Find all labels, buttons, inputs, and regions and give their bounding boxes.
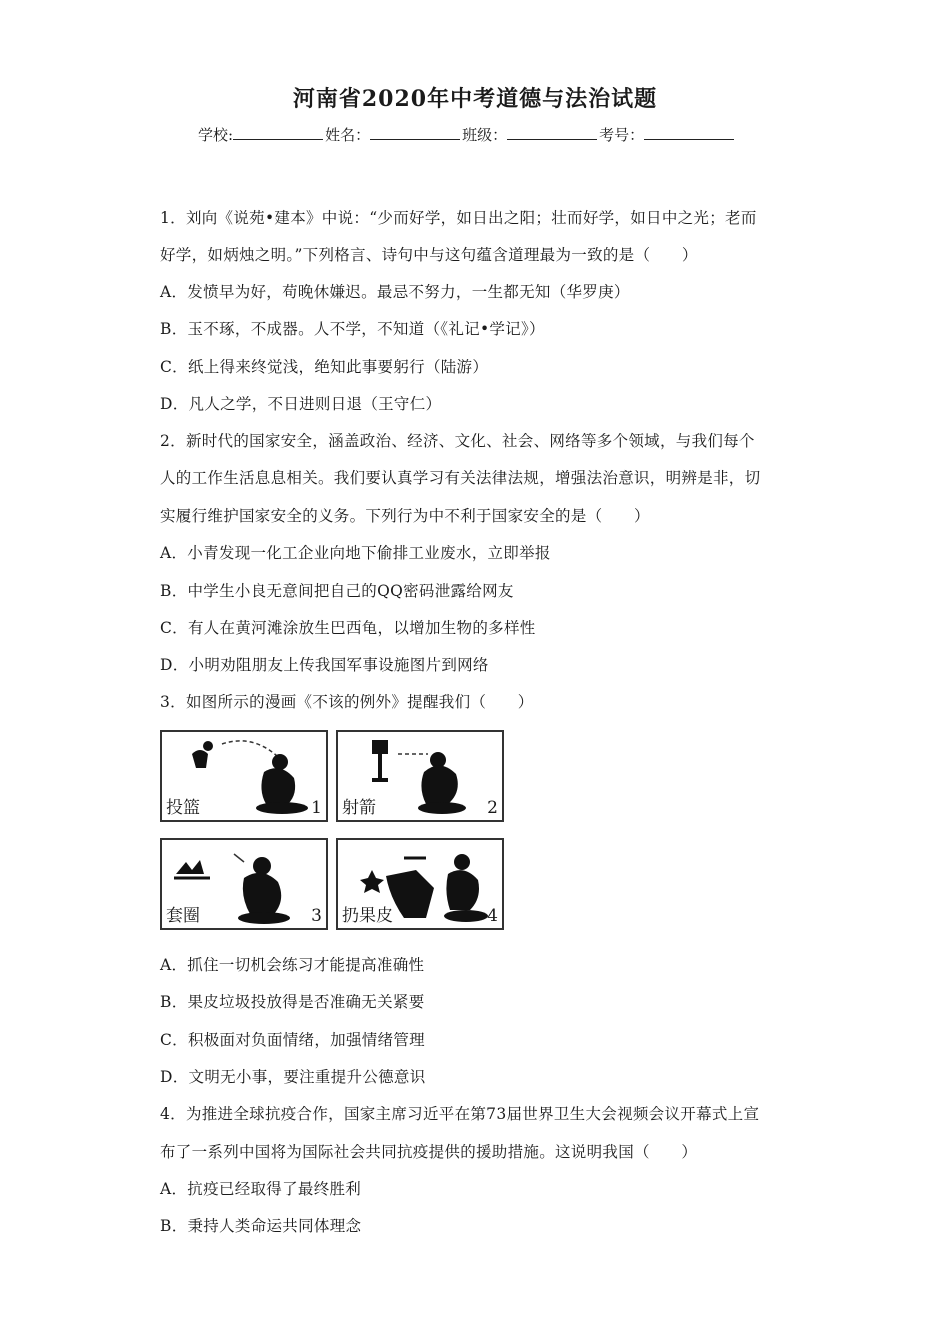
comic-illustration bbox=[160, 730, 510, 935]
q3-option-a: A．抓住一切机会练习才能提高准确性 bbox=[160, 956, 425, 974]
q4-option-b: B．秉持人类命运共同体理念 bbox=[160, 1217, 362, 1235]
q2-option-c: C．有人在黄河滩涂放生巴西龟，以增加生物的多样性 bbox=[160, 619, 536, 637]
q2-stem-line2: 人的工作生活息息相关。我们要认真学习有关法律法规，增强法治意识，明辨是非，切 bbox=[160, 469, 761, 487]
school-blank bbox=[233, 125, 323, 140]
comic-panel-3 bbox=[160, 838, 328, 930]
q2-stem-line1: 2．新时代的国家安全，涵盖政治、经济、文化、社会、网络等多个领域，与我们每个 bbox=[160, 432, 755, 450]
name-label: 姓名： bbox=[325, 126, 371, 144]
panel-1-caption: 投篮 bbox=[166, 798, 200, 818]
panel-3-caption: 套圈 bbox=[166, 906, 200, 926]
q2-option-a: A．小青发现一化工企业向地下偷排工业废水，立即举报 bbox=[160, 544, 551, 562]
q3-stem: 3．如图所示的漫画《不该的例外》提醒我们（ ） bbox=[160, 693, 534, 711]
panel-4-caption: 扔果皮 bbox=[342, 906, 393, 926]
q2-option-d: D．小明劝阻朋友上传我国军事设施图片到网络 bbox=[160, 656, 489, 674]
class-blank bbox=[507, 125, 597, 140]
q4-stem-line1: 4．为推进全球抗疫合作，国家主席习近平在第73届世界卫生大会视频会议开幕式上宣 bbox=[160, 1105, 760, 1123]
name-blank bbox=[370, 125, 460, 140]
q1-option-b: B．玉不琢，不成器。人不学，不知道（《礼记•学记》） bbox=[160, 320, 545, 338]
q3-option-b: B．果皮垃圾投放得是否准确无关紧要 bbox=[160, 993, 425, 1011]
panel-4-number: 4 bbox=[487, 906, 498, 926]
comic-panel-2 bbox=[336, 730, 504, 822]
q1-stem-line1: 1．刘向《说苑•建本》中说：“少而好学，如日出之阳；壮而好学，如日中之光；老而 bbox=[160, 209, 757, 227]
comic-panel-1 bbox=[160, 730, 328, 822]
panel-2-number: 2 bbox=[487, 798, 498, 818]
exam-no-label: 考号： bbox=[599, 126, 645, 144]
comic-panel-4 bbox=[336, 838, 504, 930]
panel-3-number: 3 bbox=[311, 906, 322, 926]
panel-1-number: 1 bbox=[311, 798, 322, 818]
exam-no-blank bbox=[644, 125, 734, 140]
q2-stem-line3: 实履行维护国家安全的义务。下列行为中不利于国家安全的是（ ） bbox=[160, 507, 650, 525]
q4-option-a: A．抗疫已经取得了最终胜利 bbox=[160, 1180, 362, 1198]
q1-stem-line2: 好学，如炳烛之明。”下列格言、诗句中与这句蕴含道理最为一致的是（ ） bbox=[160, 246, 698, 264]
q2-option-b: B．中学生小良无意间把自己的QQ密码泄露给网友 bbox=[160, 582, 514, 600]
q3-option-c: C．积极面对负面情绪，加强情绪管理 bbox=[160, 1031, 425, 1049]
panel-2-caption: 射箭 bbox=[342, 798, 376, 818]
q3-option-d: D．文明无小事，要注重提升公德意识 bbox=[160, 1068, 426, 1086]
student-info-line bbox=[198, 124, 736, 145]
q1-option-a: A．发愤早为好，苟晚休嫌迟。最忌不努力，一生都无知（华罗庚） bbox=[160, 283, 630, 301]
q1-option-d: D．凡人之学，不日进则日退（王守仁） bbox=[160, 395, 442, 413]
class-label: 班级： bbox=[462, 126, 508, 144]
q1-option-c: C．纸上得来终觉浅，绝知此事要躬行（陆游） bbox=[160, 358, 489, 376]
page-title: 河南省2020年中考道德与法治试题 bbox=[292, 86, 658, 112]
q4-stem-line2: 布了一系列中国将为国际社会共同抗疫提供的援助措施。这说明我国（ ） bbox=[160, 1143, 698, 1161]
school-label: 学校: bbox=[198, 126, 234, 144]
